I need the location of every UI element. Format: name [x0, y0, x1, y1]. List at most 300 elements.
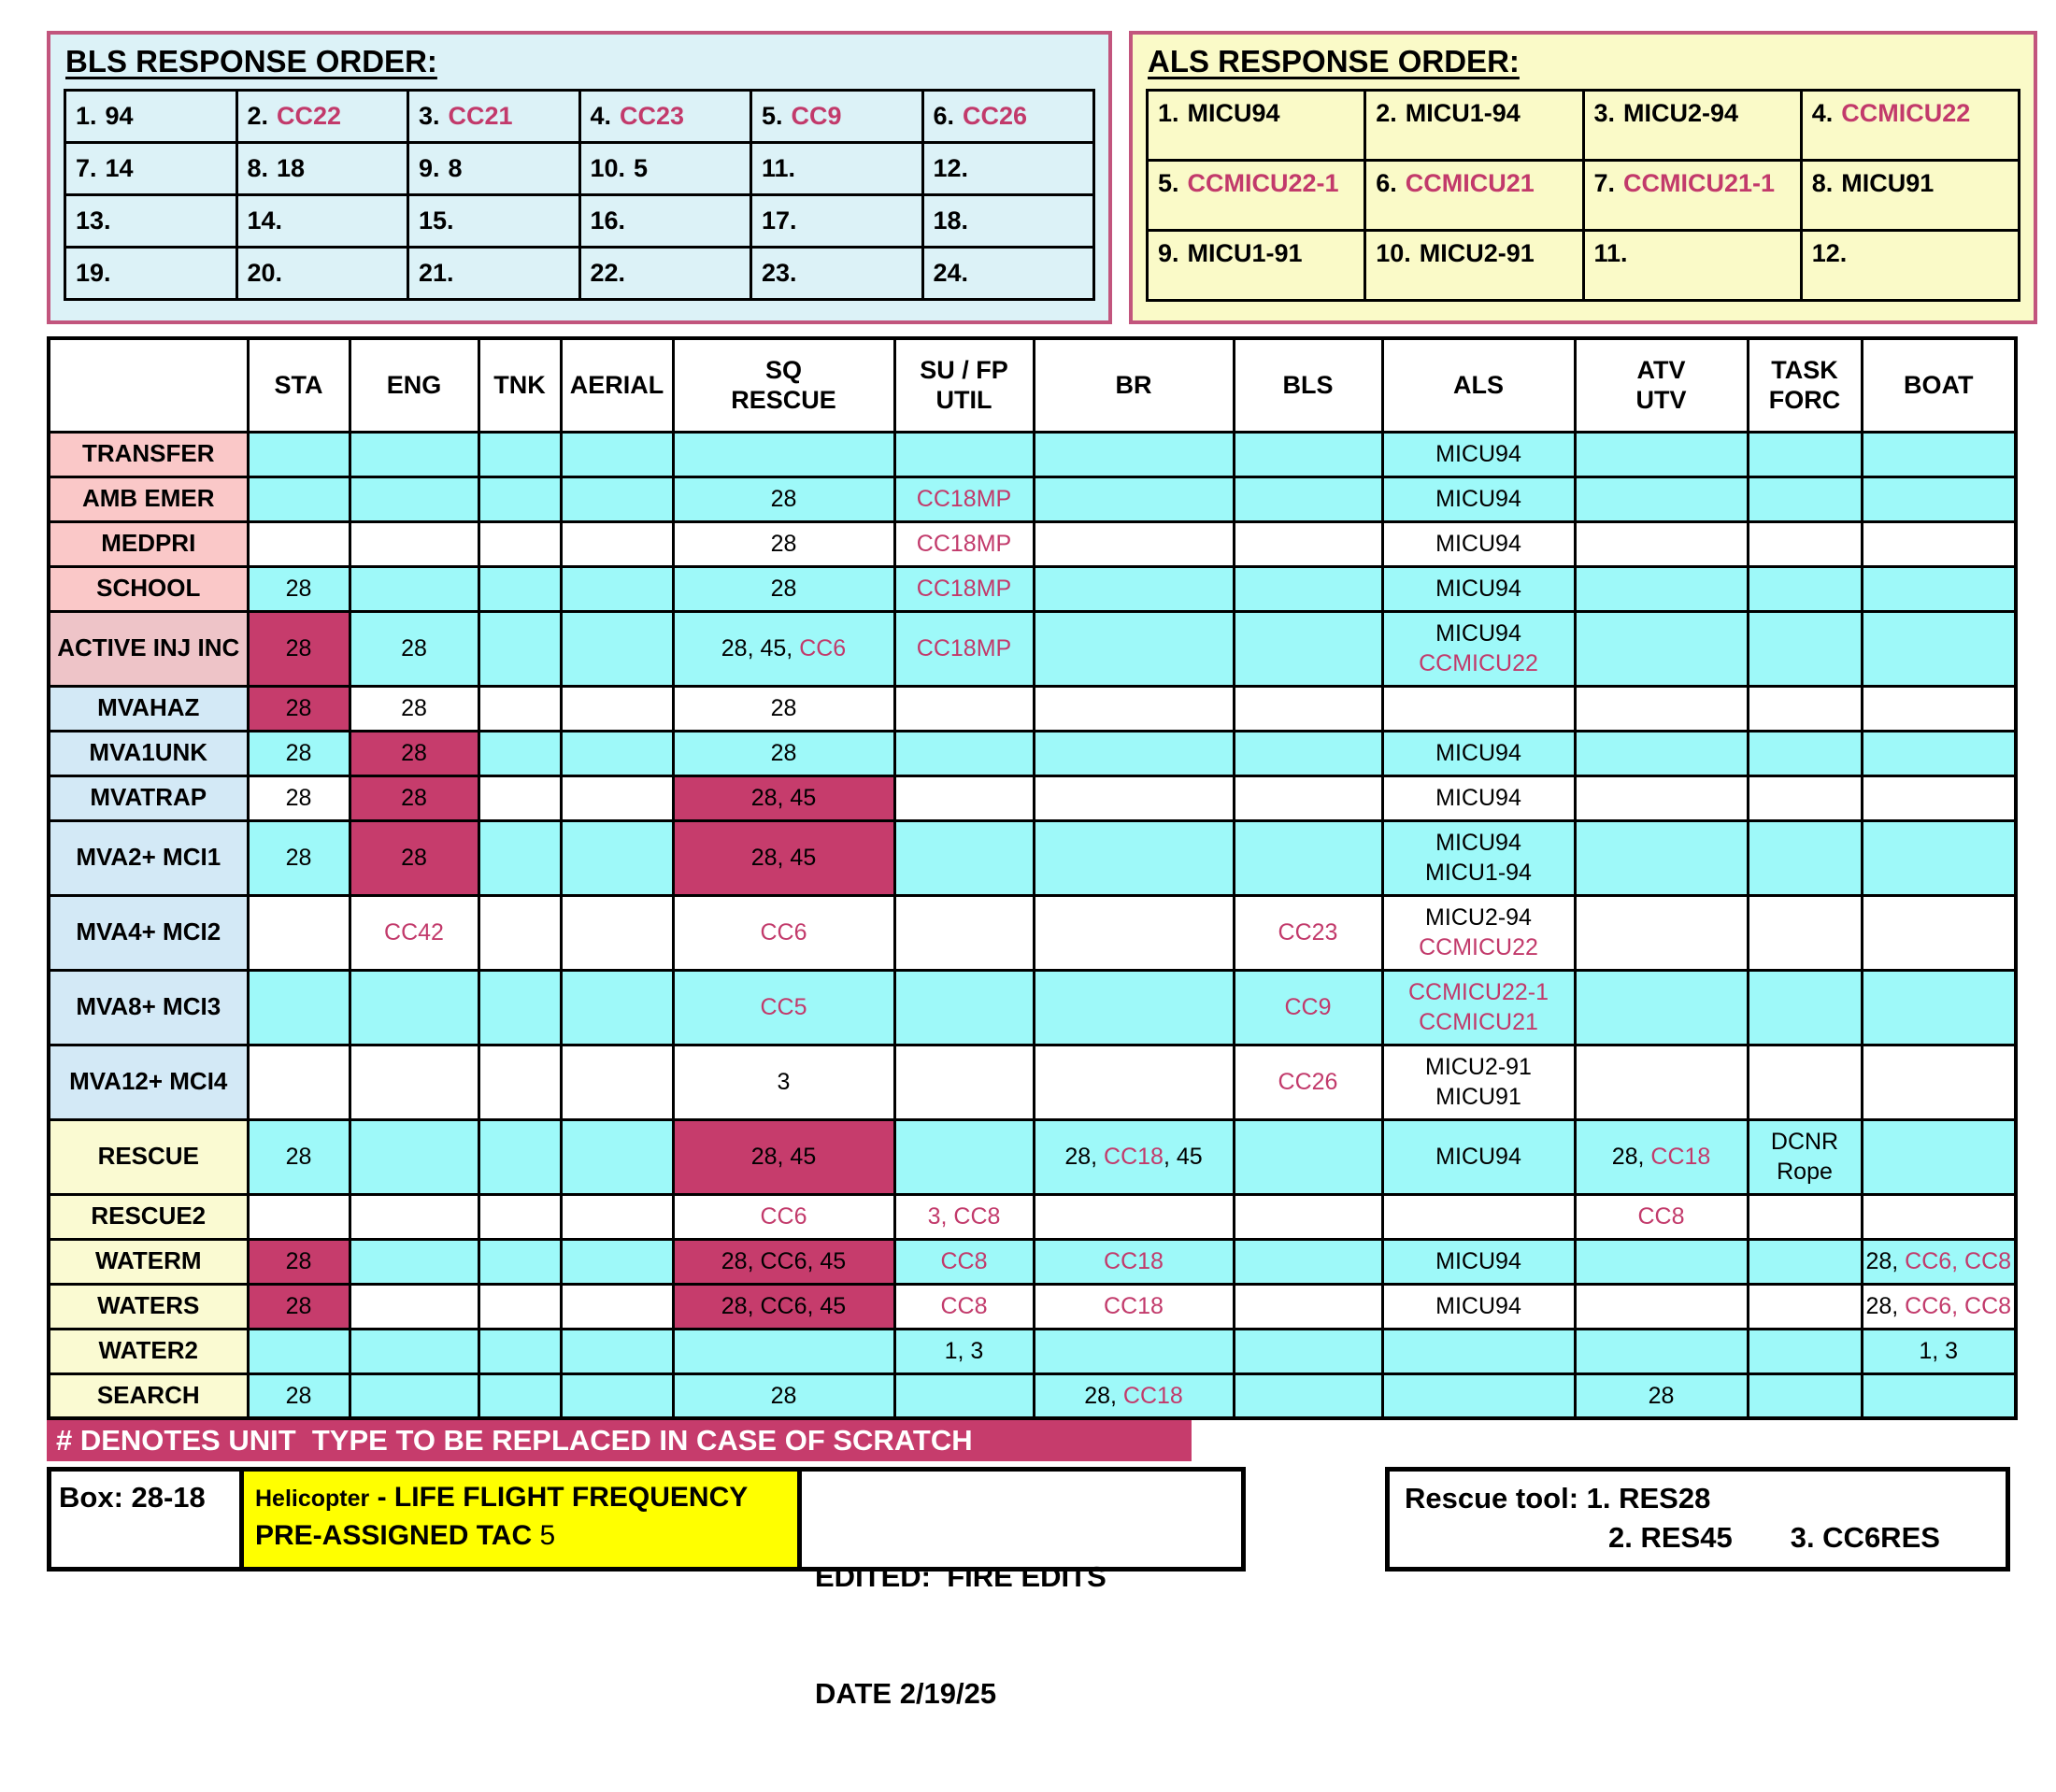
- als-order-unit: MICU2-94: [1623, 99, 1739, 127]
- matrix-cell: [1575, 1373, 1748, 1418]
- matrix-cell: [561, 1373, 673, 1418]
- bls-order-number: 3.: [419, 102, 440, 130]
- bls-order-number: 7.: [76, 154, 97, 182]
- matrix-cell-line: [1385, 858, 1573, 889]
- matrix-cell: [350, 611, 478, 686]
- matrix-cell: [478, 775, 561, 820]
- bls-order-cell: [65, 143, 237, 195]
- matrix-cell-text: CC8: [940, 1292, 988, 1319]
- matrix-cell-text: MICU94: [1435, 829, 1521, 856]
- matrix-cell: [248, 432, 350, 476]
- matrix-cell-line: [250, 738, 348, 769]
- matrix-cell: [561, 432, 673, 476]
- matrix-cell-line: [897, 633, 1032, 664]
- matrix-cell-line: [1236, 1067, 1380, 1098]
- matrix-cell-line: [1036, 1246, 1232, 1277]
- matrix-cell: [673, 1239, 894, 1284]
- matrix-cell-line: [1236, 917, 1380, 948]
- matrix-cell: [1382, 895, 1575, 970]
- matrix-cell-line: [1750, 1127, 1860, 1158]
- matrix-cell: [1748, 1239, 1862, 1284]
- matrix-cell: [1382, 686, 1575, 731]
- matrix-cell: [350, 432, 478, 476]
- matrix-cell: [248, 1284, 350, 1329]
- matrix-cell: [561, 476, 673, 521]
- als-order-unit: CCMICU21: [1405, 169, 1535, 197]
- matrix-cell: [1234, 1239, 1382, 1284]
- matrix-cell-text: 28, 45,: [721, 634, 800, 661]
- matrix-cell: [1862, 1239, 2016, 1284]
- bls-order-unit: 14: [105, 154, 134, 182]
- matrix-cell-text: 28: [401, 784, 427, 811]
- matrix-cell-line: [1036, 1291, 1232, 1322]
- footer-bar: [47, 1467, 2010, 1711]
- matrix-cell-text: MICU94: [1435, 1292, 1521, 1319]
- matrix-cell-text: CC6: [799, 634, 847, 661]
- column-header-line1: TNK: [493, 371, 546, 400]
- matrix-cell-line: [1385, 484, 1573, 515]
- column-header-task-forc: [1748, 338, 1862, 432]
- matrix-cell: [478, 1239, 561, 1284]
- matrix-cell: [1034, 432, 1234, 476]
- matrix-cell: [673, 1045, 894, 1119]
- matrix-cell: [673, 1373, 894, 1418]
- bls-order-number: 17.: [762, 206, 797, 235]
- bls-order-cell: [408, 195, 580, 248]
- matrix-cell-line: [897, 484, 1032, 515]
- matrix-cell-line: [250, 633, 348, 664]
- matrix-cell: [561, 1194, 673, 1239]
- als-order-row: [1148, 91, 2020, 161]
- matrix-cell-text: 28, 45: [750, 784, 817, 811]
- matrix-cell: [894, 1373, 1034, 1418]
- matrix-cell-line: [250, 693, 348, 724]
- matrix-row-water2: [49, 1329, 2016, 1373]
- column-header-line1: BR: [1115, 371, 1152, 400]
- matrix-cell-text: 28: [401, 694, 427, 721]
- als-order-cell: [1148, 161, 1365, 231]
- matrix-cell-text: 1, 3: [1919, 1337, 1959, 1364]
- matrix-cell: [673, 432, 894, 476]
- matrix-cell: [478, 1194, 561, 1239]
- matrix-cell-line: [250, 574, 348, 604]
- matrix-cell: [1748, 970, 1862, 1045]
- matrix-cell-line: [676, 738, 892, 769]
- matrix-cell-line: [676, 783, 892, 814]
- matrix-cell: [1575, 775, 1748, 820]
- als-order-cell: [1583, 231, 1801, 301]
- matrix-cell: [1234, 1045, 1382, 1119]
- matrix-cell-text: 28,: [1865, 1292, 1906, 1319]
- matrix-cell: [248, 1194, 350, 1239]
- matrix-cell-text: 28: [285, 1143, 312, 1170]
- bls-order-number: 13.: [76, 206, 111, 235]
- matrix-cell-line: [1864, 1336, 2014, 1367]
- als-order-cell: [1365, 161, 1583, 231]
- matrix-row-mvatrap: [49, 775, 2016, 820]
- bls-order-number: 14.: [247, 206, 283, 235]
- matrix-cell: [1748, 566, 1862, 611]
- als-order-number: 12.: [1811, 239, 1848, 267]
- matrix-cell: [1748, 1045, 1862, 1119]
- matrix-cell: [1034, 970, 1234, 1045]
- matrix-cell: [561, 1119, 673, 1194]
- matrix-cell: [673, 566, 894, 611]
- matrix-cell: [561, 1329, 673, 1373]
- matrix-cell: [478, 686, 561, 731]
- column-header-als: [1382, 338, 1575, 432]
- column-header-aerial: [561, 338, 673, 432]
- matrix-cell-line: [1385, 1291, 1573, 1322]
- matrix-cell-line: [250, 1246, 348, 1277]
- matrix-cell: [1382, 970, 1575, 1045]
- matrix-cell: [350, 686, 478, 731]
- matrix-cell-line: [250, 1291, 348, 1322]
- matrix-cell: [561, 970, 673, 1045]
- matrix-cell: [1234, 1373, 1382, 1418]
- bls-order-cell: [922, 143, 1094, 195]
- matrix-cell-line: [352, 693, 477, 724]
- matrix-cell-line: [1578, 1202, 1746, 1232]
- bls-order-cell: [922, 248, 1094, 300]
- matrix-cell: [478, 521, 561, 566]
- als-order-unit: MICU91: [1841, 169, 1935, 197]
- column-header-line2: UTIL: [935, 386, 992, 415]
- scratch-note-banner: [47, 1420, 1192, 1461]
- matrix-cell: [1862, 476, 2016, 521]
- matrix-cell: [561, 895, 673, 970]
- matrix-cell: [1234, 521, 1382, 566]
- row-label-mva4-mci2: MVA4+ MCI2: [49, 895, 248, 970]
- matrix-cell-text: CC6: [760, 918, 807, 946]
- matrix-cell: [894, 686, 1034, 731]
- matrix-cell: [1575, 820, 1748, 895]
- matrix-cell-text: , 45: [1163, 1143, 1203, 1170]
- matrix-cell-line: [676, 574, 892, 604]
- bls-order-number: 10.: [590, 154, 626, 182]
- bls-order-row: [65, 91, 1094, 143]
- matrix-cell-text: 28,: [1064, 1143, 1105, 1170]
- matrix-cell: [1234, 1284, 1382, 1329]
- matrix-cell: [1034, 611, 1234, 686]
- matrix-cell-line: [250, 1381, 348, 1412]
- bls-response-order-table: [64, 89, 1095, 301]
- bls-order-row: [65, 248, 1094, 300]
- matrix-cell-text: CC18: [1104, 1143, 1164, 1170]
- matrix-cell-line: [1385, 574, 1573, 604]
- matrix-cell: [248, 1119, 350, 1194]
- matrix-cell-text: CC18: [1104, 1292, 1164, 1319]
- matrix-cell: [350, 1194, 478, 1239]
- matrix-cell: [894, 432, 1034, 476]
- bls-order-cell: [579, 143, 751, 195]
- matrix-cell: [1034, 1373, 1234, 1418]
- matrix-cell: [673, 686, 894, 731]
- matrix-row-mva2-mci1: [49, 820, 2016, 895]
- matrix-cell-text: MICU1-94: [1425, 860, 1532, 886]
- column-header-line1: SU / FP: [920, 355, 1008, 384]
- matrix-cell: [1382, 1239, 1575, 1284]
- matrix-cell: [673, 1284, 894, 1329]
- matrix-row-amb-emer: [49, 476, 2016, 521]
- matrix-cell: [1862, 1194, 2016, 1239]
- als-order-number: 7.: [1593, 169, 1616, 197]
- matrix-cell: [673, 521, 894, 566]
- matrix-cell: [894, 1194, 1034, 1239]
- matrix-cell: [1034, 1239, 1234, 1284]
- bls-order-number: 12.: [933, 154, 969, 182]
- row-label-medpri: MEDPRI: [49, 521, 248, 566]
- matrix-cell-text: CCMICU22: [1419, 650, 1538, 676]
- matrix-cell: [673, 1329, 894, 1373]
- matrix-cell: [478, 820, 561, 895]
- matrix-cell: [1748, 476, 1862, 521]
- bls-order-number: 2.: [247, 102, 269, 130]
- bls-order-unit: 18: [277, 154, 306, 182]
- als-order-unit: MICU1-91: [1187, 239, 1303, 267]
- matrix-cell-text: 28: [285, 634, 312, 661]
- matrix-cell: [350, 1373, 478, 1418]
- matrix-cell: [1862, 1045, 2016, 1119]
- bls-order-row: [65, 195, 1094, 248]
- matrix-cell: [1034, 1119, 1234, 1194]
- matrix-cell: [1575, 1284, 1748, 1329]
- matrix-cell-text: 28: [285, 694, 312, 721]
- matrix-cell: [1862, 731, 2016, 775]
- matrix-cell-text: 28, CC6, 45: [721, 1292, 847, 1319]
- matrix-cell: [1575, 1239, 1748, 1284]
- bls-order-unit: CC22: [277, 102, 342, 130]
- matrix-row-school: [49, 566, 2016, 611]
- matrix-row-mva1unk: [49, 731, 2016, 775]
- matrix-cell: [1862, 566, 2016, 611]
- matrix-row-mva12-mci4: [49, 1045, 2016, 1119]
- matrix-cell: [248, 521, 350, 566]
- matrix-cell-text: 28: [285, 844, 312, 871]
- als-order-cell: [1148, 91, 1365, 161]
- matrix-cell: [1748, 432, 1862, 476]
- matrix-cell: [561, 820, 673, 895]
- als-order-number: 3.: [1593, 99, 1616, 127]
- matrix-cell: [350, 1329, 478, 1373]
- box-number-label: Box: 28-18: [59, 1481, 206, 1514]
- matrix-cell: [350, 895, 478, 970]
- matrix-cell: [1575, 686, 1748, 731]
- bls-order-number: 11.: [762, 154, 796, 182]
- helicopter-label: Helicopter: [255, 1486, 370, 1512]
- matrix-cell: [248, 820, 350, 895]
- bls-order-cell: [65, 195, 237, 248]
- matrix-cell: [1382, 731, 1575, 775]
- matrix-cell: [1382, 1045, 1575, 1119]
- matrix-cell: [350, 1239, 478, 1284]
- column-header-line1: STA: [274, 371, 323, 400]
- matrix-cell-line: [676, 529, 892, 560]
- matrix-cell-text: CC42: [384, 918, 444, 946]
- matrix-cell-line: [1578, 1142, 1746, 1173]
- als-order-cell: [1148, 231, 1365, 301]
- bls-order-cell: [751, 248, 923, 300]
- matrix-cell-line: [897, 1246, 1032, 1277]
- matrix-cell-text: CC9: [1284, 993, 1332, 1020]
- matrix-cell: [1234, 1194, 1382, 1239]
- bls-order-cell: [579, 91, 751, 143]
- matrix-cell: [248, 970, 350, 1045]
- matrix-cell-text: 28: [401, 634, 427, 661]
- bls-order-cell: [408, 91, 580, 143]
- matrix-cell: [1575, 521, 1748, 566]
- matrix-cell-text: 28, 45: [750, 1143, 817, 1170]
- matrix-cell: [1234, 476, 1382, 521]
- als-order-cell: [1583, 161, 1801, 231]
- matrix-cell-text: CC26: [1278, 1068, 1338, 1095]
- bls-order-number: 19.: [76, 259, 111, 287]
- matrix-cell-text: 28: [285, 1247, 312, 1274]
- matrix-cell-text: MICU94: [1435, 739, 1521, 766]
- edited-cell: [802, 1467, 1246, 1711]
- als-order-number: 4.: [1811, 99, 1834, 127]
- matrix-cell-line: [676, 1246, 892, 1277]
- matrix-cell: [248, 895, 350, 970]
- matrix-cell: [1034, 1045, 1234, 1119]
- matrix-cell: [248, 775, 350, 820]
- matrix-cell-text: MICU94: [1435, 440, 1521, 467]
- matrix-cell-text: 28: [770, 575, 797, 602]
- matrix-row-rescue: [49, 1119, 2016, 1194]
- bls-order-unit: 8: [448, 154, 463, 182]
- matrix-cell-text: MICU94: [1435, 530, 1521, 557]
- matrix-cell: [1862, 611, 2016, 686]
- matrix-cell: [561, 521, 673, 566]
- als-response-order-title: ALS RESPONSE ORDER:: [1148, 44, 1520, 78]
- bls-order-cell: [408, 248, 580, 300]
- matrix-cell-text: 28: [770, 1382, 797, 1409]
- bls-order-cell: [751, 143, 923, 195]
- matrix-cell: [1748, 1194, 1862, 1239]
- matrix-cell-line: [676, 992, 892, 1023]
- matrix-cell-text: CC18: [1650, 1143, 1711, 1170]
- matrix-cell-line: [352, 843, 477, 874]
- matrix-cell: [894, 820, 1034, 895]
- matrix-cell: [1575, 566, 1748, 611]
- matrix-cell-text: CC18MP: [916, 634, 1012, 661]
- matrix-cell-text: 28: [770, 739, 797, 766]
- row-label-transfer: TRANSFER: [49, 432, 248, 476]
- matrix-cell: [894, 731, 1034, 775]
- footer-gap: [1246, 1467, 1385, 1572]
- preassigned-tac-line: [255, 1517, 786, 1556]
- matrix-cell-text: 28,: [1611, 1143, 1651, 1170]
- bls-order-cell: [65, 91, 237, 143]
- matrix-cell-line: [897, 574, 1032, 604]
- matrix-cell: [894, 566, 1034, 611]
- matrix-cell: [248, 1239, 350, 1284]
- matrix-cell-line: [897, 1291, 1032, 1322]
- als-order-unit: CCMICU22-1: [1187, 169, 1339, 197]
- matrix-cell: [478, 895, 561, 970]
- matrix-cell: [1234, 970, 1382, 1045]
- matrix-cell-text: MICU91: [1435, 1084, 1521, 1110]
- matrix-cell: [350, 970, 478, 1045]
- matrix-cell: [478, 731, 561, 775]
- matrix-cell: [894, 1045, 1034, 1119]
- matrix-cell: [248, 566, 350, 611]
- matrix-cell: [1034, 820, 1234, 895]
- row-label-school: SCHOOL: [49, 566, 248, 611]
- matrix-cell-line: [676, 484, 892, 515]
- matrix-cell-line: [352, 633, 477, 664]
- matrix-row-transfer: [49, 432, 2016, 476]
- matrix-cell-line: [250, 783, 348, 814]
- matrix-cell: [1748, 1284, 1862, 1329]
- column-header-line1: ALS: [1453, 371, 1504, 400]
- matrix-cell: [1862, 1329, 2016, 1373]
- matrix-cell-text: CC18: [1104, 1247, 1164, 1274]
- matrix-cell: [1575, 1194, 1748, 1239]
- matrix-cell: [1862, 432, 2016, 476]
- bls-order-number: 24.: [933, 259, 969, 287]
- matrix-cell: [248, 476, 350, 521]
- matrix-cell: [1034, 895, 1234, 970]
- matrix-cell-text: 28: [770, 530, 797, 557]
- als-order-cell: [1365, 231, 1583, 301]
- matrix-cell-line: [897, 529, 1032, 560]
- bls-order-cell: [65, 248, 237, 300]
- als-order-unit: MICU1-94: [1405, 99, 1521, 127]
- matrix-cell: [1382, 1329, 1575, 1373]
- matrix-cell-line: [250, 843, 348, 874]
- matrix-cell-line: [676, 1142, 892, 1173]
- matrix-cell-text: MICU94: [1435, 485, 1521, 512]
- matrix-cell-line: [1385, 1052, 1573, 1083]
- bls-order-cell: [236, 91, 408, 143]
- matrix-cell-text: 28: [1648, 1382, 1675, 1409]
- matrix-cell: [673, 731, 894, 775]
- bls-order-cell: [579, 195, 751, 248]
- matrix-cell: [1234, 1119, 1382, 1194]
- matrix-row-medpri: [49, 521, 2016, 566]
- matrix-cell: [350, 1119, 478, 1194]
- matrix-cell: [350, 476, 478, 521]
- bls-response-order-box: [47, 31, 1112, 324]
- edited-date: DATE 2/19/25: [815, 1677, 997, 1711]
- matrix-cell-line: [1385, 1082, 1573, 1113]
- matrix-cell: [478, 1119, 561, 1194]
- matrix-cell-line: [1385, 648, 1573, 679]
- matrix-cell-line: [1578, 1381, 1746, 1412]
- matrix-cell: [673, 895, 894, 970]
- als-order-number: 8.: [1811, 169, 1834, 197]
- matrix-cell: [1748, 820, 1862, 895]
- column-header-su-fp-util: [894, 338, 1034, 432]
- column-header-tnk: [478, 338, 561, 432]
- matrix-cell: [350, 1045, 478, 1119]
- matrix-cell: [1748, 1329, 1862, 1373]
- row-label-rescue2: RESCUE2: [49, 1194, 248, 1239]
- column-header-line2: FORC: [1768, 386, 1841, 415]
- matrix-cell-line: [1385, 1142, 1573, 1173]
- matrix-cell-line: [897, 1202, 1032, 1232]
- matrix-cell-line: [1036, 1381, 1232, 1412]
- matrix-cell: [561, 731, 673, 775]
- matrix-cell-text: 28, CC6, 45: [721, 1247, 847, 1274]
- matrix-cell-text: Rope: [1777, 1159, 1833, 1185]
- matrix-cell: [248, 731, 350, 775]
- als-order-number: 10.: [1376, 239, 1411, 267]
- matrix-cell: [1382, 1284, 1575, 1329]
- bls-order-cell: [579, 248, 751, 300]
- matrix-cell: [561, 1239, 673, 1284]
